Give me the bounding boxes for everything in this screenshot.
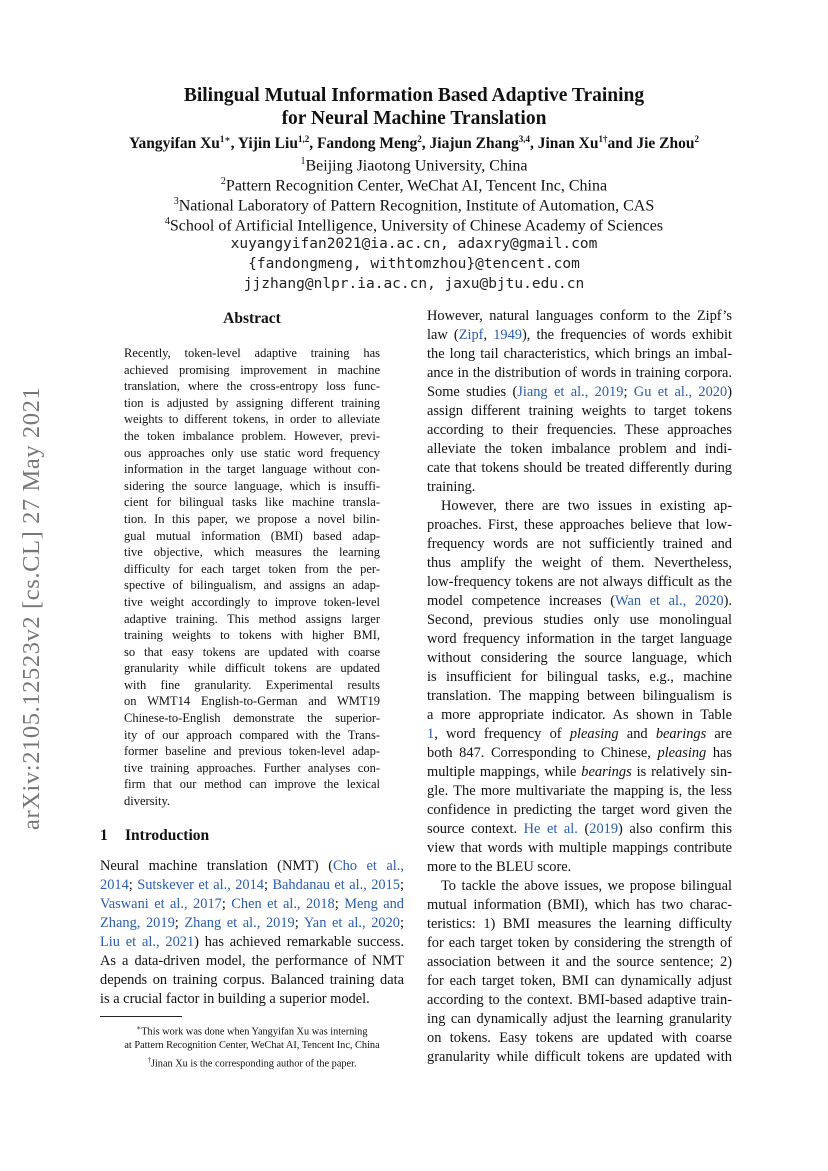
text-run: ; (128, 877, 138, 893)
text-line (427, 345, 732, 364)
text-run: for each target token, BMI can dynamically adjust (427, 973, 732, 989)
affiliation-text: National Laboratory of Pattern Recognition, Institute of Automation, CAS (178, 197, 655, 215)
text-run: for each target token by considering the strength of (427, 935, 732, 951)
author-separator: , (309, 135, 317, 153)
abstract-line: spective of bilingualism, and assigns an adap- (124, 578, 380, 593)
abstract-line: Recently, token-level adaptive training has (124, 346, 380, 360)
footnote-marker: † (147, 1056, 151, 1065)
text-run: ) also confirm this (618, 821, 733, 837)
abstract-line: achieved promising improvement in machine (124, 362, 380, 377)
text-line (100, 933, 404, 952)
text-line (427, 896, 732, 915)
footnotes (100, 1021, 404, 1072)
text-line (427, 1029, 732, 1048)
text-run: more to the BLEU score. (427, 859, 572, 875)
author-separator: , (421, 135, 430, 153)
affiliation-text: Beijing Jiaotong University, China (305, 157, 528, 175)
text-run: ; (400, 915, 404, 931)
abstract-line: difficulty for each target token from the per- (124, 561, 380, 576)
abstract-line: Chinese-to-English demonstrate the superior- (124, 711, 380, 726)
text-line (100, 857, 404, 876)
citation-link[interactable]: 2014 (100, 877, 129, 893)
abstract-line: tion. In this paper, we propose a novel bilin- (124, 511, 380, 526)
email-line: xuyangyifan2021@ia.ac.cn, adaxry@gmail.com (230, 236, 598, 252)
text-run: ) (727, 384, 732, 400)
abstract-line: with fine granularity. Experimental results (124, 677, 380, 692)
text-run: Neural machine translation (NMT) ( (100, 858, 334, 874)
section-title: Introduction (125, 827, 210, 844)
title-line-2: for Neural Machine Translation (281, 108, 547, 129)
text-run: low-frequency tokens are not always difficult as the (427, 574, 732, 590)
abstract-line: weights to different tokens, in order to alleviate (124, 412, 380, 427)
text-run: proaches. First, these approaches believe that low- (427, 517, 732, 533)
author-name: Fandong Meng (316, 135, 418, 153)
affiliation-marker: 4 (164, 216, 170, 227)
text-line (427, 972, 732, 991)
abstract-heading: Abstract (223, 310, 281, 327)
text-run: a more appropriate indicator. As shown in Table (427, 707, 732, 723)
text-run: is insufficient for bilingual tasks, e.g., machine (427, 669, 732, 685)
text-line (100, 895, 404, 914)
affiliation-text: Pattern Recognition Center, WeChat AI, Tencent Inc, China (225, 177, 608, 195)
text-run: the long tail characteristics, which brings an imbal- (427, 346, 732, 362)
text-line (427, 934, 732, 953)
author-affil-marker: 2 (417, 134, 422, 144)
text-line (427, 744, 732, 763)
text-line (427, 839, 732, 858)
email-line: jjzhang@nlpr.ia.ac.cn, jaxu@bjtu.edu.cn (243, 276, 585, 292)
text-run: alleviate the token imbalance problem and indi- (427, 441, 732, 457)
text-run: However, natural languages conform to the Zipf’s (427, 308, 732, 324)
text-line (427, 497, 732, 516)
text-run: view that words with multiple mappings contribute (427, 840, 732, 856)
footnote-text: at Pattern Recognition Center, WeChat AI, Tencent Inc, China (124, 1040, 380, 1052)
text-line (427, 630, 732, 649)
text-run: assign different training weights to target tokens (427, 403, 732, 419)
text-run: mutual information (BMI), which has two charac- (427, 897, 732, 913)
author-list (0, 134, 828, 153)
text-line (427, 440, 732, 459)
text-run: ance in the distribution of words in training corpora. (427, 365, 732, 381)
text-line (427, 915, 732, 934)
text-run: according to their frequencies. These approaches (427, 422, 732, 438)
text-line (427, 801, 732, 820)
text-run: , (483, 327, 494, 343)
citation-link[interactable]: Zipf (458, 327, 484, 343)
citation-link[interactable]: Sutskever et al., 2014 (137, 877, 264, 893)
citation-link[interactable]: 1949 (493, 327, 522, 343)
text-line (100, 876, 404, 895)
text-run: ; (294, 915, 304, 931)
abstract-line: sidering the source language, which is insuffi- (124, 478, 380, 493)
author-name: Jiajun Zhang (429, 135, 519, 153)
text-line (427, 611, 732, 630)
text-run: ; (264, 877, 273, 893)
citation-link[interactable]: Zhang, 2019 (100, 915, 175, 931)
text-line (427, 877, 732, 896)
text-run: teristics: 1) BMI measures the learning difficulty (427, 916, 732, 932)
text-line (427, 516, 732, 535)
citation-link[interactable]: Zhang et al., 2019 (184, 915, 295, 931)
paper-title (0, 84, 828, 130)
text-run: However, there are two issues in existing ap- (441, 498, 732, 514)
affiliation (0, 176, 828, 195)
text-run: confidence in predicting the target word given the (427, 802, 732, 818)
text-line (100, 952, 404, 971)
text-line (427, 573, 732, 592)
text-run: both 847. Corresponding to Chinese, (427, 745, 658, 761)
citation-link[interactable]: Liu et al., 2021 (100, 934, 195, 950)
text-run: law ( (427, 327, 459, 343)
affiliation-marker: 2 (220, 176, 226, 187)
text-line (427, 1048, 732, 1067)
text-line (100, 971, 404, 990)
text-line (427, 402, 732, 421)
footnote-line (100, 1053, 404, 1071)
text-line (427, 820, 732, 839)
abstract-line: gual mutual information (BMI) based adap- (124, 528, 380, 543)
text-run: is relatively sin- (631, 764, 732, 780)
abstract-line: tive objective, which measures the learning (124, 545, 380, 560)
text-line (427, 725, 732, 744)
author-name: and Jie Zhou (607, 135, 695, 153)
text-run: has (706, 745, 732, 761)
text-run: word frequency information in the target language (427, 631, 732, 647)
abstract-line: ity of our approach compared with the Trans- (124, 727, 380, 742)
text-run: ; (400, 877, 404, 893)
text-run: Second, previous studies only use monolingual (427, 612, 732, 628)
citation-link[interactable]: Chen et al., 2018 (231, 896, 335, 912)
abstract-line: diversity. (124, 794, 171, 809)
text-run: cate that tokens should be treated differently during (427, 460, 732, 476)
footnote-line (100, 1021, 404, 1039)
abstract-line: on WMT14 English-to-German and WMT19 (124, 694, 380, 709)
author-name: Jinan Xu (537, 135, 599, 153)
text-run: ; (623, 384, 634, 400)
text-line (100, 990, 404, 1009)
text-run: As a data-driven model, the performance of NMT (100, 953, 404, 969)
text-run: ) has achieved remarkable success. (194, 934, 404, 950)
text-line (427, 991, 732, 1010)
title-line-1: Bilingual Mutual Information Based Adaptive Training (183, 85, 645, 106)
citation-link[interactable]: Gu et al., 2020 (633, 384, 728, 400)
abstract-line: adaptive training. This method assigns larger (124, 611, 380, 626)
affiliation (0, 156, 828, 175)
citation-link[interactable]: Cho et al., (333, 858, 404, 874)
section-heading (100, 827, 209, 845)
citation-link[interactable]: Yan et al., 2020 (303, 915, 400, 931)
affiliation (0, 216, 828, 235)
citation-link[interactable]: 1 (427, 726, 435, 742)
text-run: To tackle the above issues, we propose bilingual (441, 878, 732, 894)
abstract-line: former baseline and previous token-level adap- (124, 744, 380, 759)
abstract-line: granularity while difficult tokens are updated (124, 661, 380, 676)
author-name: Yijin Liu (237, 135, 298, 153)
text-run: ). (723, 593, 732, 609)
text-line (427, 782, 732, 801)
author-affil-marker: 2 (694, 134, 699, 144)
abstract-line: ous approaches only use static word frequency (124, 445, 380, 460)
text-line (427, 478, 732, 497)
text-run: is a crucial factor in building a superior model. (100, 991, 370, 1007)
abstract-line: tive weight accordingly to improve token-level (124, 594, 380, 609)
text-run: are (706, 726, 732, 742)
text-line (427, 307, 732, 326)
footnote-rule (100, 1016, 182, 1017)
text-line (427, 1010, 732, 1029)
citation-link[interactable]: Wan et al., 2020 (615, 593, 724, 609)
text-run: gle. The more multivariate the mapping is, the less (427, 783, 732, 799)
author-separator: , (529, 135, 538, 153)
footnote-marker: ∗ (136, 1024, 142, 1032)
author-affil-marker: 1† (598, 134, 608, 144)
text-line (427, 858, 732, 877)
footnote-text: Jinan Xu is the corresponding author of the paper. (150, 1058, 357, 1070)
text-run: on tokens. Easy tokens are updated with coarse (427, 1030, 732, 1046)
citation-link[interactable]: He et al. (523, 821, 578, 837)
text-line (427, 554, 732, 573)
text-run: ; (334, 896, 345, 912)
text-run: ; (221, 896, 232, 912)
affiliation-text: School of Artificial Intelligence, University of Chinese Academy of Sciences (169, 217, 664, 235)
text-line (100, 914, 404, 933)
text-run: depends on training corpus. Balanced training data (100, 972, 404, 988)
citation-link[interactable]: Bahdanau et al., 2015 (272, 877, 400, 893)
author-separator: , (230, 135, 238, 153)
affiliation-marker: 1 (300, 156, 306, 167)
text-line (427, 535, 732, 554)
emphasis: bearings (655, 726, 707, 742)
text-run: multiple mappings, while (427, 764, 582, 780)
abstract-line: so that easy tokens are updated with coarse (124, 644, 380, 659)
citation-link[interactable]: 2019 (589, 821, 619, 837)
text-run: association between it and the source sentence; 2) (427, 954, 732, 970)
text-line (427, 326, 732, 345)
text-run: and (618, 726, 656, 742)
abstract-line: cient for bilingual tasks like machine transla- (124, 495, 380, 510)
affiliation-marker: 3 (173, 196, 179, 207)
abstract-line: firm that our method can improve the lexical (124, 777, 380, 792)
citation-link[interactable]: Meng and (344, 896, 404, 912)
text-run: , word frequency of (434, 726, 570, 742)
email-line: {fandongmeng, withtomzhou}@tencent.com (248, 256, 580, 272)
abstract-body (124, 345, 380, 810)
abstract-line: tive training approaches. Further analyses con- (124, 760, 380, 775)
footnote-line (100, 1039, 404, 1053)
emphasis: pleasing (569, 726, 619, 742)
abstract-line: translation, where the cross-entropy loss func- (124, 379, 380, 394)
text-line (427, 706, 732, 725)
text-line (427, 459, 732, 478)
abstract-line: the token imbalance problem. However, previ- (124, 428, 380, 443)
author-affil-marker: 3,4 (518, 134, 530, 144)
text-run: frequency words are not sufficiently trained and (427, 536, 732, 552)
intro-left-column (100, 857, 404, 1009)
text-line (427, 383, 732, 402)
citation-link[interactable]: Vaswani et al., 2017 (100, 896, 222, 912)
emphasis: bearings (581, 764, 632, 780)
abstract-line: training weights to tokens with higher BMI, (124, 628, 380, 643)
author-affil-marker: 1∗ (219, 134, 231, 144)
text-run: ing can dynamically adjust the learning granularity (427, 1011, 732, 1027)
text-run: granularity while difficult tokens are updated with (427, 1049, 732, 1065)
text-line (427, 364, 732, 383)
text-run: model competence increases ( (427, 593, 616, 609)
text-line (427, 687, 732, 706)
author-name: Yangyifan Xu (129, 135, 220, 153)
footnote-text: This work was done when Yangyifan Xu was interning (141, 1026, 368, 1038)
text-run: without considering the source language, which (427, 650, 732, 666)
text-run: Some studies ( (427, 384, 518, 400)
text-run: training. (427, 479, 476, 495)
text-line (427, 649, 732, 668)
affiliation (0, 196, 828, 215)
author-affil-marker: 1,2 (297, 134, 310, 144)
arxiv-stamp: arXiv:2105.12523v2 [cs.CL] 27 May 2021 (18, 386, 45, 830)
abstract-line: information in the target language without con- (124, 462, 380, 477)
abstract-line: tion is adjusted by assigning different training (124, 395, 380, 410)
text-line (427, 953, 732, 972)
text-line (427, 421, 732, 440)
text-run: ), the frequencies of words exhibit (521, 327, 732, 343)
text-run: translation. The mapping between bilingualism is (427, 688, 732, 704)
text-run: ( (577, 821, 590, 837)
text-line (427, 592, 732, 611)
text-run: source context. (427, 821, 524, 837)
text-line (427, 668, 732, 687)
text-line (427, 763, 732, 782)
text-run: according to the context. BMI-based adaptive train- (427, 992, 732, 1008)
intro-right-column (427, 307, 732, 1067)
text-run: thus amplify the weight of them. Nevertheless, (427, 555, 732, 571)
section-number: 1 (100, 827, 108, 844)
text-run: ; (174, 915, 185, 931)
citation-link[interactable]: Jiang et al., 2019 (517, 384, 624, 400)
emphasis: pleasing (657, 745, 707, 761)
